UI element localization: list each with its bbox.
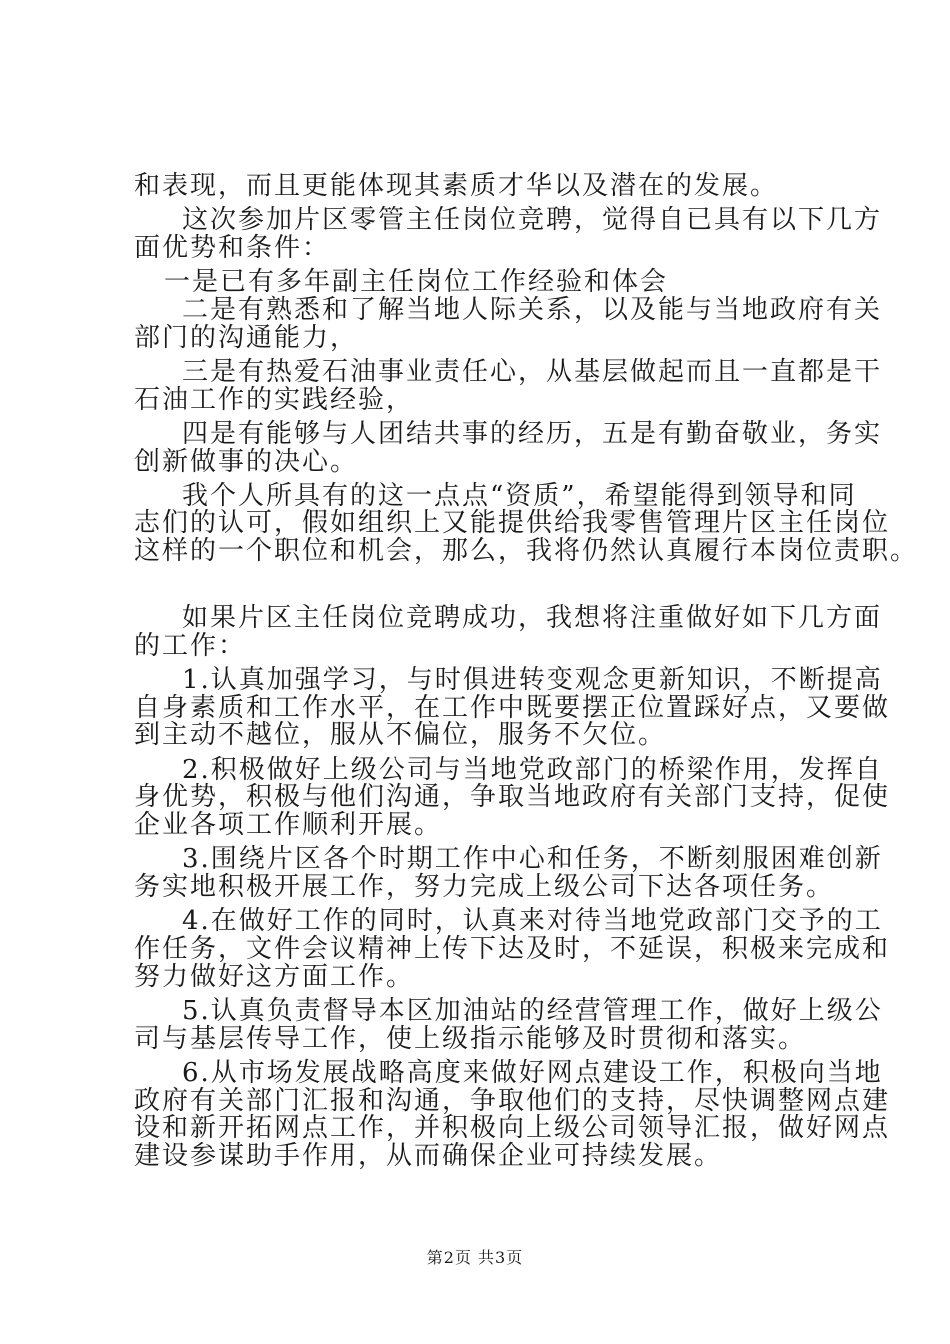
text-line: 到主动不越位，服从不偏位，服务不欠位。 [134, 720, 667, 750]
text-line: 政府有关部门汇报和沟通，争取他们的支持，尽快调整网点建 [134, 1086, 891, 1116]
text-line: 4.在做好工作的同时，认真来对待当地党政部门交予的工 [182, 906, 883, 936]
text-line: 一是已有多年副主任岗位工作经验和体会 [164, 267, 669, 297]
text-line: 2.积极做好上级公司与当地党政部门的桥梁作用，发挥自 [182, 755, 883, 785]
text-line: 1.认真加强学习，与时俱进转变观念更新知识，不断提高 [182, 665, 883, 695]
text-line: 务实地积极开展工作，努力完成上级公司下达各项任务。 [134, 872, 835, 902]
text-line: 自身素质和工作水平，在工作中既要摆正位置踩好点，又要做 [134, 693, 891, 723]
text-line: 建设参谋助手作用，从而确保企业可持续发展。 [134, 1141, 723, 1171]
text-line: 二是有熟悉和了解当地人际关系，以及能与当地政府有关 [182, 295, 883, 325]
text-line: 四是有能够与人团结共事的经历，五是有勤奋敬业，务实 [182, 419, 883, 449]
text-line: 身优势，积极与他们沟通，争取当地政府有关部门支持，促使 [134, 782, 891, 812]
text-line: 三是有热爱石油事业责任心，从基层做起而且一直都是干 [182, 357, 883, 387]
text-line: 6.从市场发展战略高度来做好网点建设工作，积极向当地 [182, 1058, 883, 1088]
text-line: 设和新开拓网点工作，并积极向上级公司领导汇报，做好网点 [134, 1113, 891, 1143]
text-line: 作任务，文件会议精神上传下达及时，不延误，积极来完成和 [134, 934, 891, 964]
text-line: 我个人所具有的这一点点“资质”，希望能得到领导和同 [182, 481, 857, 511]
text-line: 石油工作的实践经验， [134, 385, 415, 415]
text-line: 和表现，而且更能体现其素质才华以及潜在的发展。 [134, 171, 779, 201]
text-line: 部门的沟通能力， [134, 323, 359, 353]
text-line: 的工作： [134, 631, 247, 661]
text-line: 创新做事的决心。 [134, 447, 359, 477]
text-line: 如果片区主任岗位竞聘成功，我想将注重做好如下几方面 [182, 603, 883, 633]
text-line: 司与基层传导工作，使上级指示能够及时贯彻和落实。 [134, 1024, 807, 1054]
text-line: 这样的一个职位和机会，那么，我将仍然认真履行本岗位责职。 [134, 536, 919, 566]
text-line: 3.围绕片区各个时期工作中心和任务，不断刻服困难创新 [182, 844, 883, 874]
text-line: 努力做好这方面工作。 [134, 962, 415, 992]
text-line: 志们的认可，假如组织上又能提供给我零售管理片区主任岗位 [134, 508, 891, 538]
text-line: 这次参加片区零管主任岗位竞聘，觉得自已具有以下几方 [182, 205, 883, 235]
text-line: 企业各项工作顺利开展。 [134, 810, 443, 840]
page-footer: 第2页 共3页 [426, 1248, 524, 1267]
text-line: 面优势和条件： [134, 233, 331, 263]
text-line: 5.认真负责督导本区加油站的经营管理工作，做好上级公 [182, 996, 883, 1026]
